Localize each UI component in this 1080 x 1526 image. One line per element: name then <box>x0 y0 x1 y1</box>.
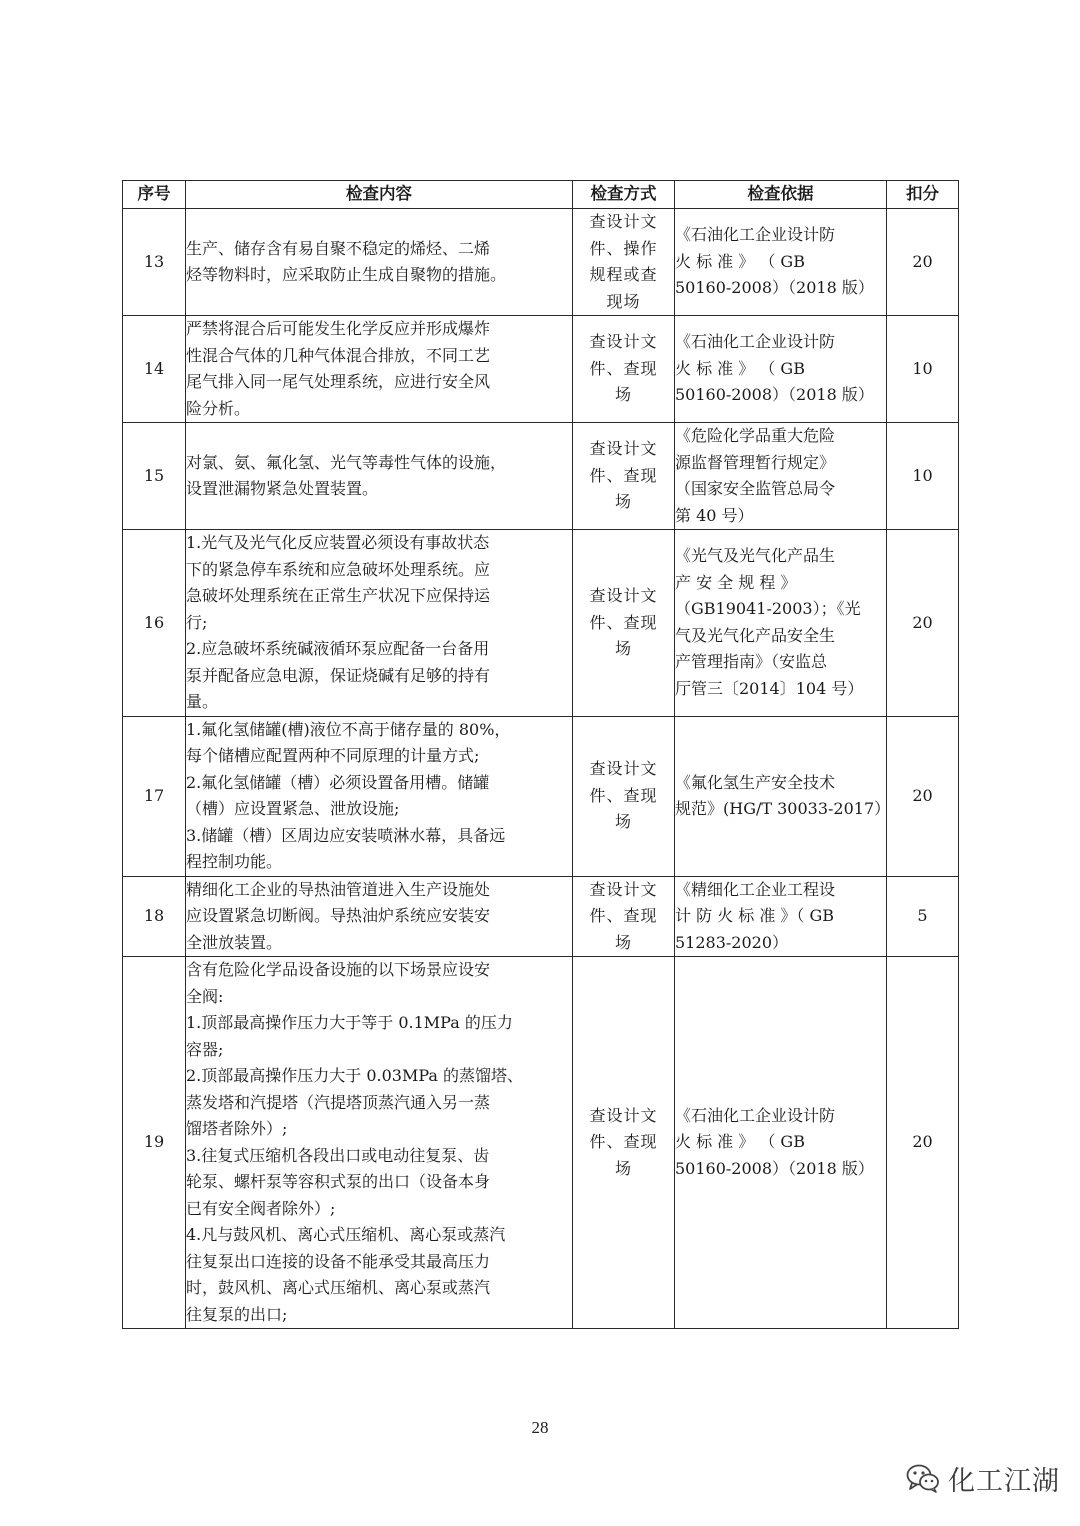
inspection-content-line: 急破坏处理系统在正常生产状况下应保持运 <box>186 586 491 605</box>
inspection-method-line: 场 <box>614 1158 632 1178</box>
inspection-content-line: 2.氟化氢储罐（槽）必须设置备用槽。储罐 <box>186 772 490 792</box>
table-row <box>123 716 959 876</box>
inspection-method-line: 查设计文 <box>589 332 658 352</box>
inspection-method-line: 场 <box>614 932 632 952</box>
inspection-content-line: 3.储罐（槽）区周边应安装喷淋水幕，具备远 <box>186 825 506 845</box>
inspection-content <box>186 957 573 1329</box>
row-number: 13 <box>123 209 186 316</box>
inspection-content-line: 行; <box>186 612 208 632</box>
inspection-basis-line: （国家安全监管总局令 <box>675 479 836 498</box>
inspection-basis-line: （GB19041-2003）；《光 <box>675 599 861 619</box>
inspection-basis <box>675 876 887 957</box>
inspection-basis <box>675 716 891 876</box>
row-number: 19 <box>123 957 186 1329</box>
inspection-basis-line: 气及光气化产品安全生 <box>675 625 836 645</box>
header-no: 序号 <box>123 181 186 209</box>
deduction-score: 20 <box>887 530 959 717</box>
inspection-basis-line: 《光气及光气化产品生 <box>675 546 836 566</box>
inspection-method-line: 场 <box>614 812 632 832</box>
inspection-basis-line: 《石油化工企业设计防 <box>675 332 836 352</box>
table-row <box>123 316 959 423</box>
inspection-basis-line: 计 防 火 标 准 》（ GB <box>675 906 835 925</box>
deduction-score: 5 <box>887 876 959 957</box>
inspection-content-line: 严禁将混合后可能发生化学反应并形成爆炸 <box>186 319 491 338</box>
inspection-content-line: 3.往复式压缩机各段出口或电动往复泵、齿 <box>186 1145 490 1165</box>
deduction-score: 20 <box>887 209 959 316</box>
wechat-icon <box>906 1463 940 1493</box>
inspection-content-line: 全泄放装置。 <box>186 932 283 952</box>
inspection-content-line: 全阀: <box>186 986 224 1006</box>
inspection-content-line: 精细化工企业的导热油管道进入生产设施处 <box>186 879 491 899</box>
table-row <box>123 209 959 316</box>
inspection-basis-line: 50160-2008）（2018 版） <box>675 385 874 405</box>
watermark <box>906 1456 1060 1500</box>
deduction-score: 20 <box>887 716 959 876</box>
inspection-basis-line: 产 安 全 规 程 》 <box>675 572 797 592</box>
page-number: 28 <box>531 1418 549 1437</box>
inspection-method-line: 查设计文 <box>589 439 658 459</box>
inspection-method-line: 件、操作 <box>589 238 658 258</box>
inspection-content-line: 尾气排入同一尾气处理系统，应进行安全风 <box>186 372 491 391</box>
inspection-content-line: 2.顶部最高操作压力大于 0.03MPa 的蒸馏塔、 <box>186 1066 524 1085</box>
inspection-method <box>573 530 675 717</box>
inspection-content-line: 轮泵、螺杆泵等容积式泵的出口（设备本身 <box>186 1172 491 1191</box>
inspection-method-line: 场 <box>614 492 632 512</box>
inspection-content-line: 生产、储存含有易自聚不稳定的烯烃、二烯 <box>186 238 491 258</box>
inspection-content-line: 已有安全阀者除外）; <box>186 1198 336 1218</box>
inspection-method-line: 件、查现 <box>589 906 658 925</box>
inspection-basis-line: 规范》(HG/T 30033-2017） <box>675 799 891 818</box>
inspection-content-line: 4.凡与鼓风机、离心式压缩机、离心泵或蒸汽 <box>186 1225 506 1244</box>
inspection-method-line: 件、查现 <box>589 1132 658 1152</box>
inspection-content-line: 每个储槽应配置两种不同原理的计量方式; <box>186 746 480 765</box>
inspection-basis-line: 火 标 准 》 （ GB <box>675 1132 805 1152</box>
inspection-content-line: 设置泄漏物紧急处置装置。 <box>186 479 379 498</box>
inspection-content-line: 2.应急破坏系统碱液循环泵应配备一台备用 <box>186 639 490 658</box>
inspection-basis-line: 《精细化工企业工程设 <box>675 879 836 899</box>
inspection-method-line: 件、查现 <box>589 465 658 485</box>
inspection-method <box>573 316 675 423</box>
inspection-method-line: 场 <box>614 639 632 658</box>
inspection-content-line: 对氯、氨、氟化氢、光气等毒性气体的设施， <box>186 452 507 472</box>
inspection-content-line: 1.氟化氢储罐(槽)液位不高于储存量的 80%， <box>186 719 511 739</box>
inspection-content-line: （槽）应设置紧急、泄放设施; <box>186 799 400 818</box>
inspection-basis-line: 50160-2008）（2018 版） <box>675 1158 874 1178</box>
inspection-content <box>186 530 573 717</box>
inspection-method-line: 件、查现 <box>589 612 658 632</box>
inspection-content-line: 应设置紧急切断阀。导热油炉系统应安装安 <box>186 906 491 925</box>
inspection-method <box>573 423 675 530</box>
inspection-basis-line: 厅管三〔2014〕104 号） <box>675 678 864 698</box>
inspection-content-line: 馏塔者除外）; <box>186 1119 288 1138</box>
inspection-method-line: 查设计文 <box>589 212 658 231</box>
inspection-content-line: 烃等物料时，应采取防止生成自聚物的措施。 <box>186 265 507 284</box>
inspection-content <box>186 716 573 876</box>
table-row <box>123 876 959 957</box>
inspection-basis <box>675 957 887 1329</box>
inspection-content-line: 含有危险化学品设备设施的以下场景应设安 <box>186 960 491 979</box>
deduction-score: 10 <box>887 423 959 530</box>
inspection-basis-line: 产管理指南》（安监总 <box>675 652 828 672</box>
inspection-basis-line: 《氟化氢生产安全技术 <box>675 772 836 792</box>
inspection-basis-line: 《石油化工企业设计防 <box>675 1105 836 1125</box>
deduction-score: 20 <box>887 957 959 1329</box>
inspection-basis-line: 火 标 准 》 （ GB <box>675 358 805 378</box>
inspection-basis-line: 第 40 号） <box>675 505 754 525</box>
header-basis: 检查依据 <box>675 181 887 209</box>
inspection-method-line: 查设计文 <box>589 1105 658 1125</box>
table-row <box>123 423 959 530</box>
inspection-content-line: 量。 <box>186 692 219 711</box>
inspection-content <box>186 209 573 316</box>
inspection-content-line: 蒸发塔和汽提塔（汽提塔顶蒸汽通入另一蒸 <box>186 1092 491 1112</box>
inspection-method-line: 查设计文 <box>589 879 658 899</box>
table-header-row <box>123 181 959 209</box>
deduction-score: 10 <box>887 316 959 423</box>
inspection-content <box>186 423 573 530</box>
inspection-method-line: 规程或查 <box>589 265 658 284</box>
inspection-method-line: 查设计文 <box>589 586 658 605</box>
inspection-basis-line: 50160-2008）（2018 版） <box>675 278 874 298</box>
inspection-content-line: 泵并配备应急电源，保证烧碱有足够的持有 <box>186 665 491 685</box>
inspection-content-line: 险分析。 <box>186 398 251 418</box>
inspection-method <box>573 716 675 876</box>
row-number: 18 <box>123 876 186 957</box>
inspection-basis-line: 源监督管理暂行规定》 <box>675 452 836 472</box>
inspection-method <box>573 876 675 957</box>
inspection-basis-line: 火 标 准 》 （ GB <box>675 251 805 271</box>
inspection-basis <box>675 530 887 717</box>
inspection-content <box>186 876 573 957</box>
row-number: 14 <box>123 316 186 423</box>
inspection-basis-line: 《石油化工企业设计防 <box>675 225 836 245</box>
inspection-content <box>186 316 573 423</box>
inspection-method-line: 场 <box>614 385 632 405</box>
inspection-basis-line: 51283-2020） <box>675 932 789 952</box>
inspection-content-line: 时，鼓风机、离心式压缩机、离心泵或蒸汽 <box>186 1278 491 1297</box>
inspection-basis <box>675 209 887 316</box>
row-number: 16 <box>123 530 186 717</box>
inspection-content-line: 性混合气体的几种气体混合排放，不同工艺 <box>186 345 491 365</box>
inspection-content-line: 1.光气及光气化反应装置必须设有事故状态 <box>186 533 490 552</box>
inspection-content-line: 往复泵出口连接的设备不能承受其最高压力 <box>186 1251 491 1271</box>
inspection-method-line: 件、查现 <box>589 785 658 805</box>
inspection-basis <box>675 423 887 530</box>
row-number: 17 <box>123 716 186 876</box>
table-row <box>123 530 959 717</box>
inspection-table <box>122 180 959 1329</box>
inspection-content-line: 往复泵的出口; <box>186 1304 288 1324</box>
watermark-text: 化工江湖 <box>948 1465 1060 1497</box>
inspection-content-line: 程控制功能。 <box>186 852 283 871</box>
inspection-method-line: 查设计文 <box>589 759 658 779</box>
inspection-basis <box>675 316 887 423</box>
inspection-method-line: 件、查现 <box>589 358 658 378</box>
inspection-method-line: 现场 <box>606 291 641 311</box>
header-method: 检查方式 <box>573 181 675 209</box>
inspection-method <box>573 209 675 316</box>
inspection-method <box>573 957 675 1329</box>
row-number: 15 <box>123 423 186 530</box>
table-row <box>123 957 959 1329</box>
inspection-basis-line: 《危险化学品重大危险 <box>675 426 836 445</box>
header-content: 检查内容 <box>186 181 573 209</box>
header-score: 扣分 <box>887 181 959 209</box>
inspection-content-line: 1.顶部最高操作压力大于等于 0.1MPa 的压力 <box>186 1013 513 1032</box>
inspection-content-line: 容器; <box>186 1039 224 1059</box>
inspection-content-line: 下的紧急停车系统和应急破坏处理系统。应 <box>186 559 491 579</box>
